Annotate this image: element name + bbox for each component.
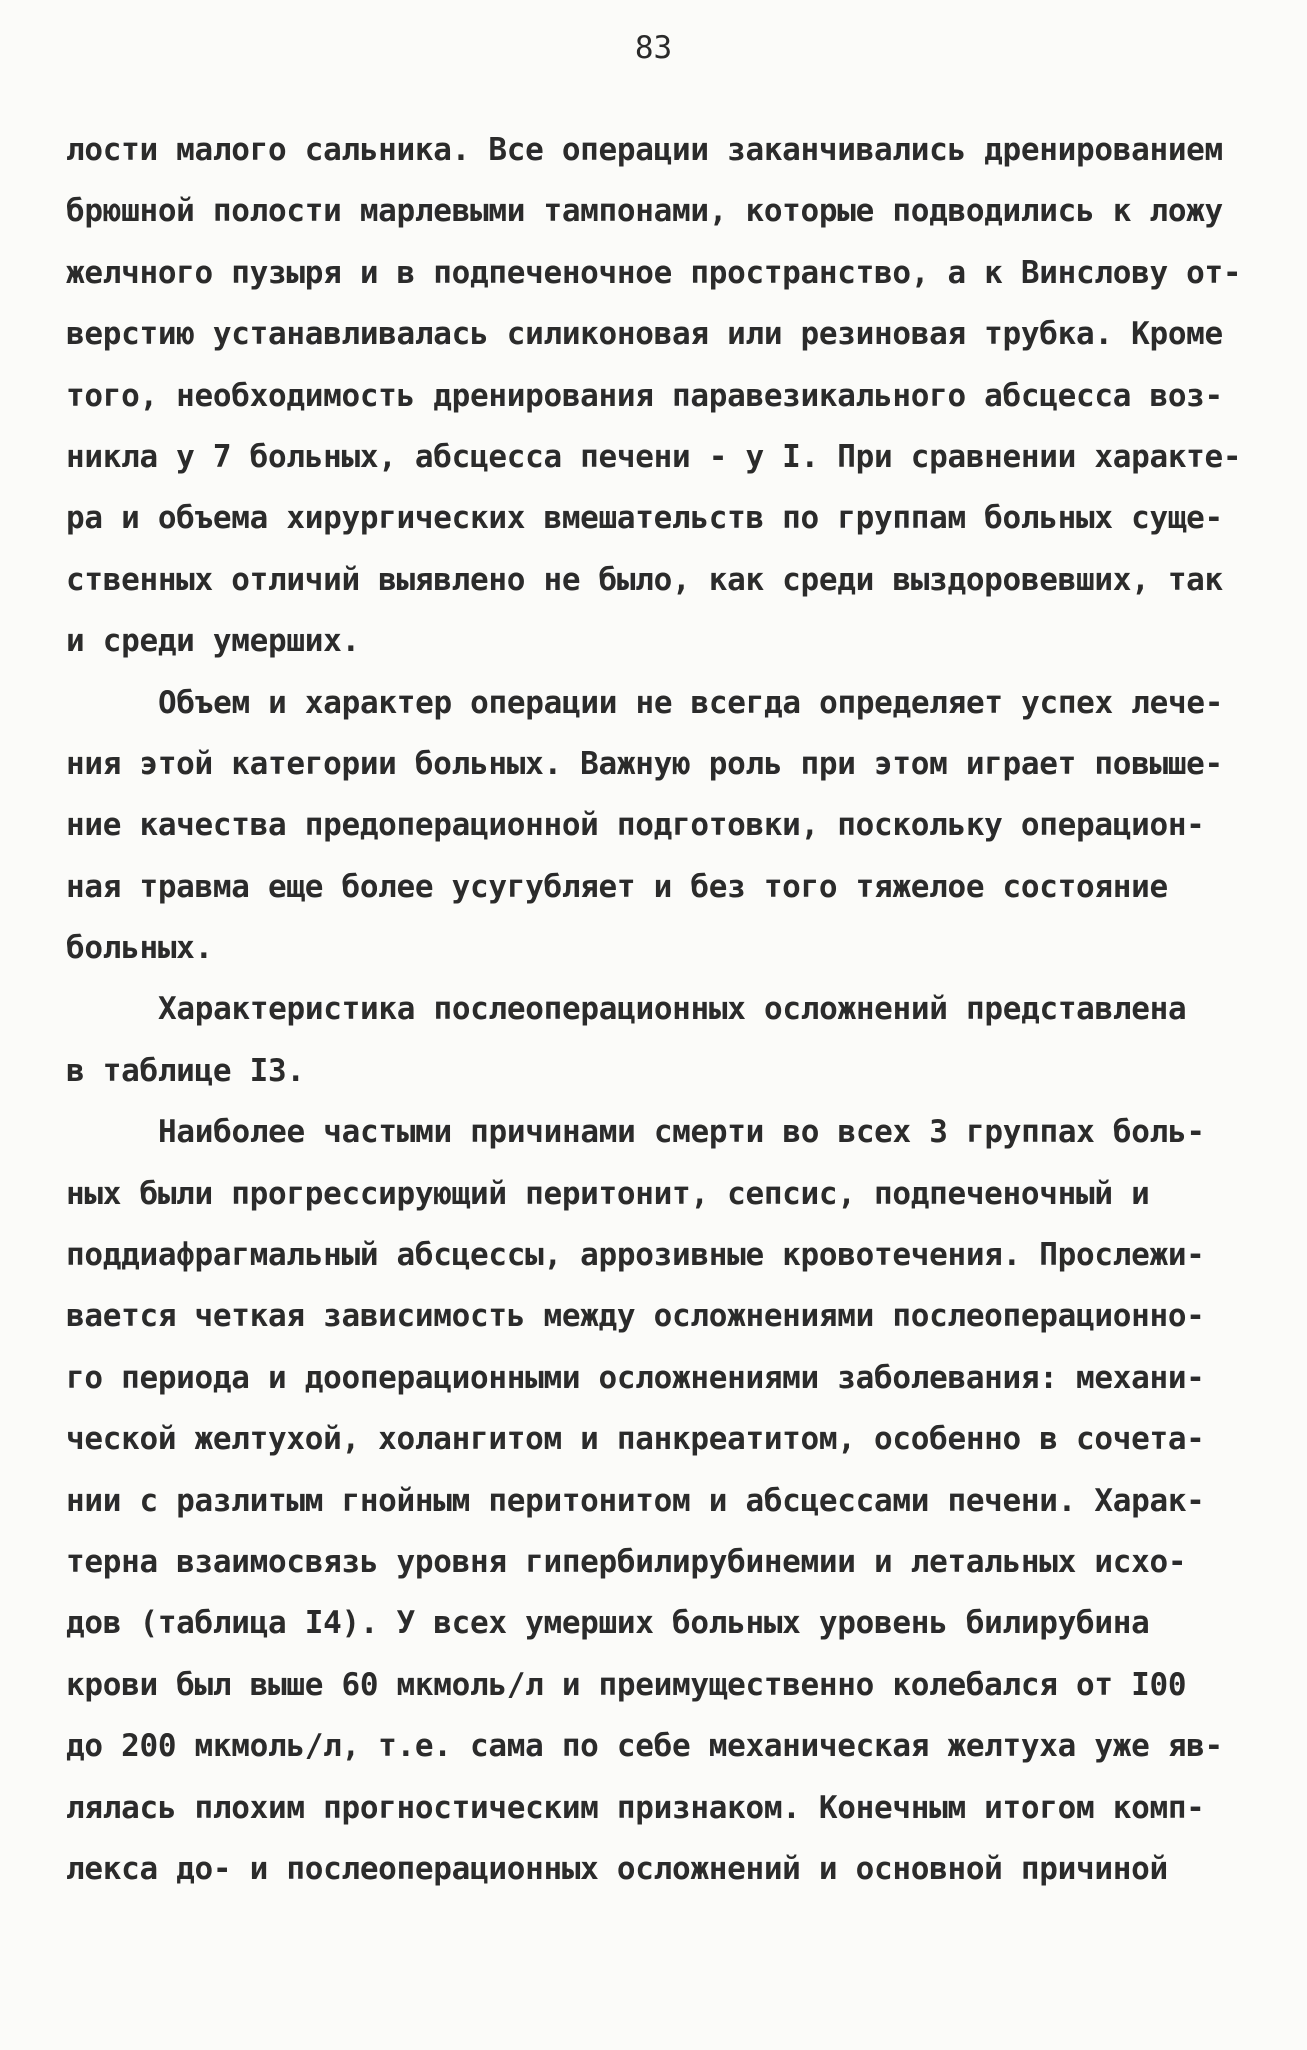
- text-line: Наиболее частыми причинами смерти во всех 3 группах боль-: [158, 1114, 1205, 1151]
- text-line: ния этой категории больных. Важную роль при этом играет повыше-: [66, 745, 1223, 782]
- text-line: до 200 мкмоль/л, т.е. сама по себе механическая желтуха уже яв-: [66, 1728, 1223, 1765]
- text-line: брюшной полости марлевыми тампонами, которые подводились к ложу: [66, 193, 1223, 230]
- text-line: поддиафрагмальный абсцессы, аррозивные кровотечения. Прослежи-: [66, 1237, 1205, 1274]
- text-line: дов (таблица I4). У всех умерших больных уровень билирубина: [66, 1605, 1150, 1642]
- body-text: [66, 120, 1246, 1900]
- text-line: го периода и дооперационными осложнениями заболевания: механи-: [66, 1359, 1205, 1396]
- text-line: крови был выше 60 мкмоль/л и преимущественно колебался от I00: [66, 1666, 1187, 1703]
- text-line: лости малого сальника. Все операции заканчивались дренированием: [66, 132, 1223, 168]
- text-line: терна взаимосвязь уровня гипербилирубинемии и летальных исхо-: [66, 1543, 1187, 1580]
- text-line: Объем и характер операции не всегда определяет успех лече-: [158, 684, 1224, 721]
- text-line: ственных отличий выявлено не было, как среди выздоровевших, так: [66, 561, 1223, 598]
- text-line: никла у 7 больных, абсцесса печени - у I. При сравнении характе-: [66, 438, 1242, 475]
- text-line: ная травма еще более усугубляет и без того тяжелое состояние: [66, 868, 1168, 905]
- text-line: больных.: [66, 930, 213, 967]
- text-line: ра и объема хирургических вмешательств по группам больных суще-: [66, 500, 1223, 537]
- text-line: верстию устанавливалась силиконовая или резиновая трубка. Кроме: [66, 316, 1223, 353]
- text-line: Характеристика послеоперационных осложнений представлена: [158, 991, 1187, 1028]
- page-number: 83: [634, 30, 673, 66]
- text-line: и среди умерших.: [66, 623, 360, 660]
- text-line: лялась плохим прогностическим признаком. Конечным итогом комп-: [66, 1789, 1205, 1826]
- text-line: того, необходимость дренирования паравезикального абсцесса воз-: [66, 377, 1223, 414]
- text-line: ние качества предоперационной подготовки, поскольку операцион-: [66, 807, 1205, 844]
- text-line: ных были прогрессирующий перитонит, сепсис, подпеченочный и: [66, 1175, 1150, 1212]
- text-line: вается четкая зависимость между осложнениями послеоперационно-: [66, 1298, 1205, 1335]
- text-line: нии с разлитым гнойным перитонитом и абсцессами печени. Харак-: [66, 1482, 1205, 1519]
- text-line: ческой желтухой, холангитом и панкреатитом, особенно в сочета-: [66, 1421, 1205, 1458]
- text-line: в таблице I3.: [66, 1052, 305, 1089]
- text-line: лекса до- и послеоперационных осложнений и основной причиной: [66, 1850, 1168, 1887]
- text-line: желчного пузыря и в подпеченочное пространство, а к Винслову от-: [66, 254, 1242, 291]
